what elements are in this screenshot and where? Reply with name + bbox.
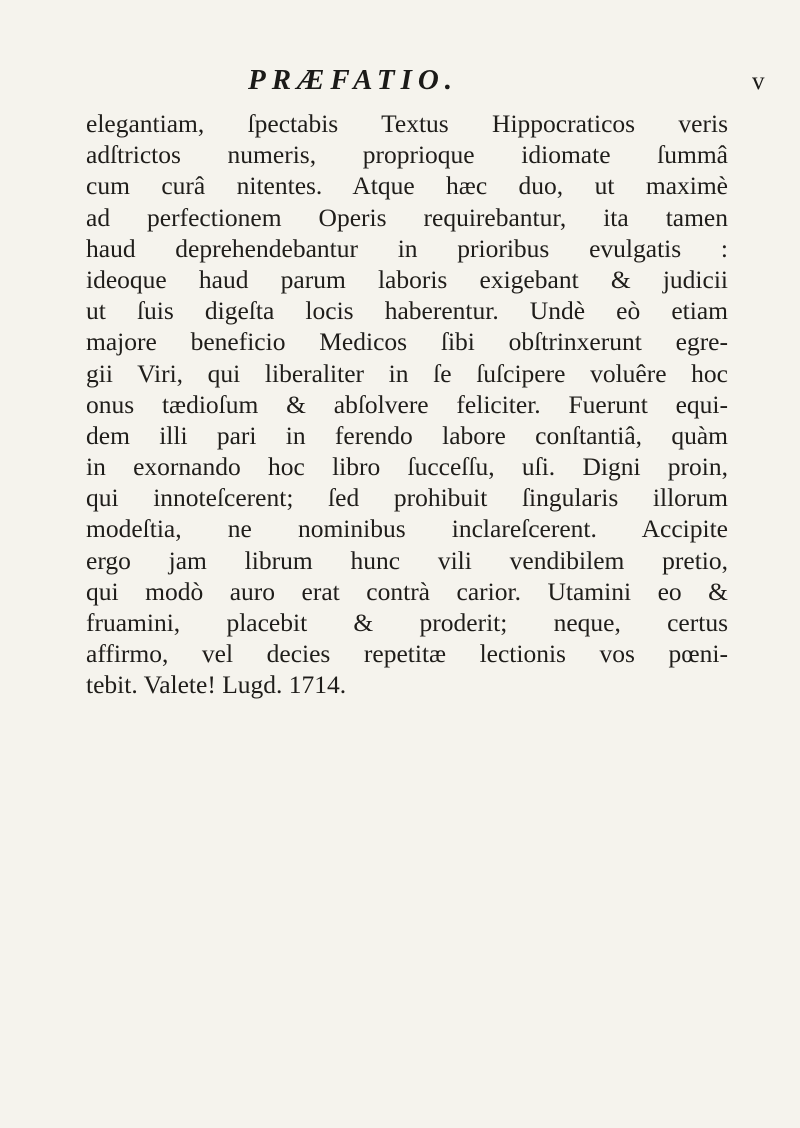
text-line: majore beneficio Medicos ſibi obſtrinxerunt egre-	[86, 327, 728, 357]
text-line: fruamini, placebit & proderit; neque, certus	[86, 608, 728, 637]
text-line: onus tædioſum & abſolvere feliciter. Fuerunt equi-	[86, 389, 728, 419]
text-line: adſtrictos numeris, proprioque idiomate ſummâ	[86, 140, 728, 170]
page-number: v	[752, 68, 765, 95]
text-line: ad perfectionem Operis requirebantur, ita tamen	[86, 202, 728, 232]
preface-text	[86, 108, 728, 701]
running-title: PRÆFATIO.	[248, 64, 459, 96]
text-line: qui innoteſcerent; ſed prohibuit ſingularis illorum	[86, 483, 728, 513]
text-line: modeſtia, ne nominibus inclareſcerent. Accipite	[86, 514, 728, 544]
text-line: ut ſuis digeſta locis haberentur. Undè eò etiam	[86, 296, 728, 326]
text-line: in exornando hoc libro ſucceſſu, uſi. Digni proin,	[86, 452, 728, 482]
text-line: dem illi pari in ferendo labore conſtantiâ, quàm	[86, 420, 728, 450]
text-line: haud deprehendebantur in prioribus evulgatis :	[86, 233, 728, 263]
page-header	[0, 62, 800, 102]
text-line-closing: tebit. Valete! Lugd. 1714.	[86, 670, 347, 700]
text-line: cum curâ nitentes. Atque hæc duo, ut maximè	[86, 171, 728, 201]
text-line: gii Viri, qui liberaliter in ſe ſuſcipere voluêre hoc	[86, 358, 728, 388]
text-line: elegantiam, ſpectabis Textus Hippocraticos veris	[86, 109, 728, 138]
text-line: qui modò auro erat contrà carior. Utamini eo &	[86, 576, 728, 606]
text-line: ergo jam librum hunc vili vendibilem pretio,	[86, 545, 728, 575]
text-line: ideoque haud parum laboris exigebant & judicii	[86, 264, 728, 294]
text-line: affirmo, vel decies repetitæ lectionis vos pœni-	[86, 639, 728, 669]
